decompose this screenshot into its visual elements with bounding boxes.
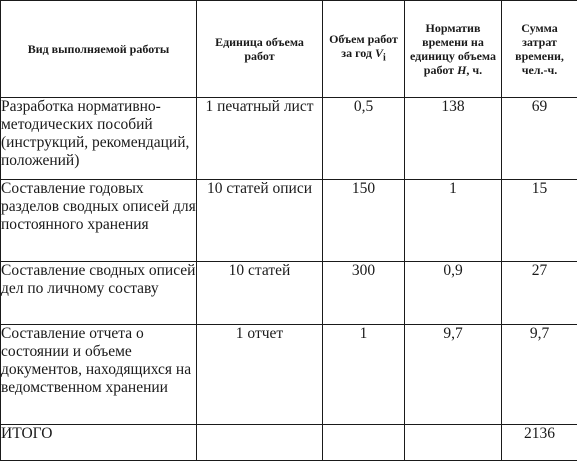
work-cell: Разработка нормативно-методических пособий (инструкций, рекомендаций, положений) [1,98,197,180]
table-row [1,325,577,425]
header-work-type-text: Вид выполняемой работы [27,42,170,56]
summary-empty-cell [405,425,502,461]
header-norm-text [405,21,501,77]
header-norm [405,1,502,98]
volume-cell: 300 [323,262,405,325]
summary-row [1,425,577,461]
header-unit [197,1,323,98]
header-unit-text: Единица объема работ [215,35,304,63]
volume-cell: 0,5 [323,98,405,180]
header-volume [323,1,405,98]
unit-cell: 10 статей описи [197,180,323,262]
total-cell: 9,7 [502,325,577,425]
summary-label: ИТОГО [1,425,197,461]
header-volume-prefix: Объем работ за год [329,32,398,61]
header-row [1,1,577,98]
work-cell: Составление годовых разделов сводных описей для постоянного хранения [1,180,197,262]
norm-cell: 0,9 [405,262,502,325]
header-norm-var: H [457,63,467,77]
header-work-type [1,1,197,98]
unit-cell: 10 статей [197,262,323,325]
header-norm-prefix: Норматив времени на единицу объема работ [409,21,496,77]
table-row [1,98,577,180]
header-total-text: Сумма затрат времени, чел.-ч. [515,21,564,77]
table-row [1,180,577,262]
norm-cell: 138 [405,98,502,180]
header-norm-suffix: , ч. [466,63,483,77]
norm-cell: 1 [405,180,502,262]
total-cell: 27 [502,262,577,325]
summary-empty-cell [323,425,405,461]
norm-cell: 9,7 [405,325,502,425]
total-cell: 15 [502,180,577,262]
total-cell: 69 [502,98,577,180]
summary-empty-cell [197,425,323,461]
header-total [502,1,577,98]
unit-cell: 1 отчет [197,325,323,425]
volume-cell: 1 [323,325,405,425]
summary-total: 2136 [502,425,577,461]
work-cell: Составление отчета о состоянии и объеме документов, находящихся на ведомственном хранении [1,325,197,425]
header-volume-var: V [374,46,383,61]
table-row [1,262,577,325]
volume-cell: 150 [323,180,405,262]
header-volume-sub: i [382,52,386,64]
work-cell: Составление сводных описей дел по личному составу [1,262,197,325]
header-volume-text [323,32,404,65]
unit-cell: 1 печатный лист [197,98,323,180]
